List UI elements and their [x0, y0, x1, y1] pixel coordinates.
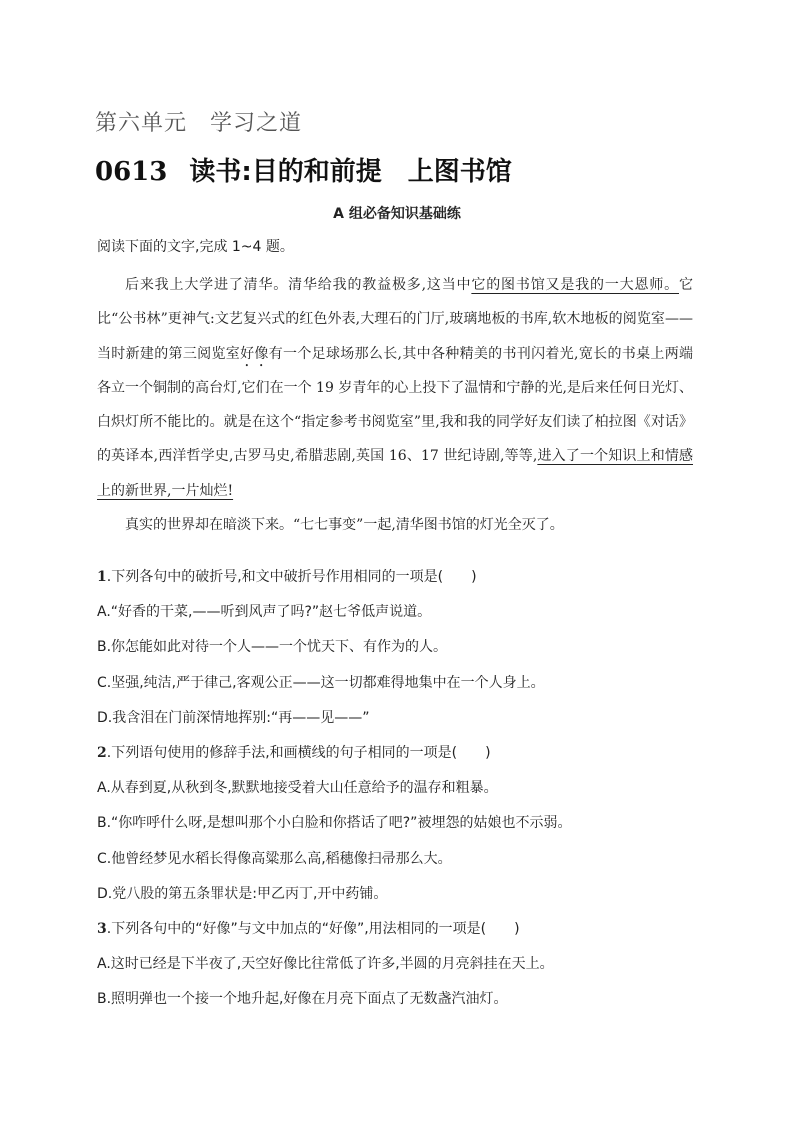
passage-text: 后来我上大学进了清华。清华给我的教益极多,这当中 — [125, 277, 472, 293]
passage-text: 有一个足球场那么长,其中各种精美的书刊闪着光,宽长的书桌上两端各立一个铜制的高台灯,它们在一个 19 岁青年的心上投下了温情和宁静的光,是后来任何日光灯、白炽灯所不能比的。就是在这个“指定参考书阅览室”里,我和我的同学好友们读了柏拉图《对话》的英译本,西洋哲学史,古罗马史,希腊悲剧,英国 16、17 世纪诗剧,等等, — [97, 345, 694, 465]
underlined-sentence-2: 进入了一个知识上和情感上的新世界,一片灿烂! — [97, 448, 693, 499]
question-text: .下列各句中的“好像”与文中加点的“好像”,用法相同的一项是( ) — [106, 920, 520, 937]
option-d: D.我含泪在门前深情地挥别:“再——见——” — [97, 709, 370, 726]
question-stem — [97, 560, 697, 595]
unit-title: 第六单元 学习之道 — [95, 111, 303, 136]
lesson-title: 读书:目的和前提 上图书馆 — [189, 157, 512, 187]
lesson-title-line — [95, 151, 512, 188]
question-text: .下列语句使用的修辞手法,和画横线的句子相同的一项是( ) — [106, 744, 491, 761]
reading-instruction: 阅读下面的文字,完成 1~4 题。 — [97, 239, 294, 255]
passage-text: 它比“公书林”更神气:文艺复兴式的红色外表,大理石的门厅,玻璃地板的书库,软木地板的阅览室——当时新建的第三阅览室 — [97, 277, 693, 362]
option-a: A.这时已经是下半夜了,天空好像比往常低了许多,半圆的月亮斜挂在天上。 — [97, 956, 554, 973]
question-stem — [97, 736, 697, 771]
question-stem — [97, 912, 697, 947]
question-1 — [97, 560, 697, 736]
question-number: 3 — [97, 920, 107, 937]
option-b: B.“你咋呼什么呀,是想叫那个小白脸和你搭话了吧?”被埋怨的姑娘也不示弱。 — [97, 815, 572, 832]
question-number: 2 — [97, 744, 107, 761]
section-title: A 组必备知识基础练 — [333, 206, 461, 222]
passage-paragraph-1 — [97, 268, 693, 508]
question-3 — [97, 912, 697, 1018]
underlined-sentence-1: 它的图书馆又是我的一大恩师。 — [471, 277, 679, 293]
option-c: C.坚强,纯洁,严于律己,客观公正——这一切都难得地集中在一个人身上。 — [97, 674, 545, 691]
question-text: .下列各句中的破折号,和文中破折号作用相同的一项是( ) — [106, 569, 477, 585]
option-d: D.党八股的第五条罪状是:甲乙丙丁,开中药铺。 — [97, 885, 388, 902]
option-a: A.从春到夏,从秋到冬,默默地接受着大山任意给予的温存和粗暴。 — [97, 780, 498, 797]
option-a: A.“好香的干菜,——听到风声了吗?”赵七爷低声说道。 — [97, 604, 432, 621]
option-b: B.你怎能如此对待一个人——一个忧天下、有作为的人。 — [97, 639, 448, 656]
option-b: B.照明弹也一个接一个地升起,好像在月亮下面点了无数盏汽油灯。 — [97, 991, 508, 1008]
question-number: 1 — [97, 569, 107, 585]
lesson-number: 0613 — [95, 157, 168, 187]
reading-passage — [97, 268, 693, 542]
question-2 — [97, 736, 697, 912]
option-c: C.他曾经梦见水稻长得像高粱那么高,稻穗像扫帚那么大。 — [97, 850, 452, 867]
passage-paragraph-2: 真实的世界却在暗淡下来。“七七事变”一起,清华图书馆的灯光全灭了。 — [125, 517, 564, 534]
question-list — [97, 560, 697, 1017]
dotted-word: 好像 — [240, 345, 269, 362]
